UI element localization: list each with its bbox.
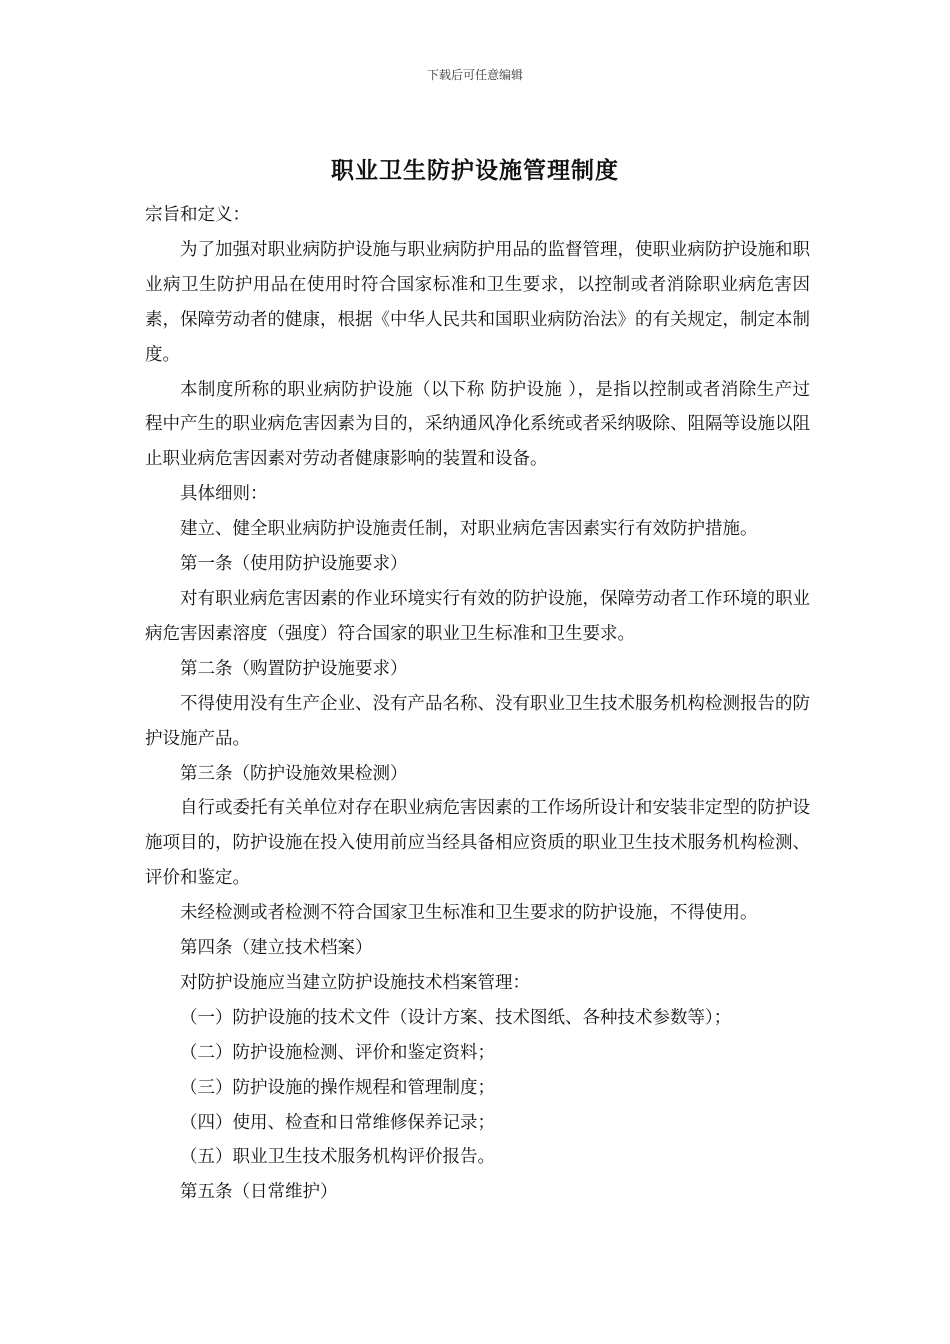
article-4-item-5: （五）职业卫生技术服务机构评价报告。 [180, 1147, 495, 1168]
document-body [145, 198, 810, 1210]
article-3-body-2: 未经检测或者检测不符合国家卫生标准和卫生要求的防护设施，不得使用。 [180, 903, 758, 924]
paragraph-rules-heading: 具体细则： [180, 484, 268, 505]
article-4-item-3: （三）防护设施的操作规程和管理制度； [180, 1077, 495, 1098]
article-4-item-1: （一）防护设施的技术文件（设计方案、技术图纸、各种技术参数等）； [180, 1007, 732, 1028]
paragraph-responsibility: 建立、健全职业病防护设施责任制，对职业病危害因素实行有效防护措施。 [180, 519, 758, 540]
article-1-heading: 第一条（使用防护设施要求） [180, 554, 408, 575]
article-2-body: 不得使用没有生产企业、没有产品名称、没有职业卫生技术服务机构检测报告的防护设施产品。 [145, 693, 810, 749]
document-title: 职业卫生防护设施管理制度 [331, 158, 619, 184]
article-4-heading: 第四条（建立技术档案） [180, 938, 373, 959]
article-3-body: 自行或委托有关单位对存在职业病危害因素的工作场所设计和安装非定型的防护设施项目的，防护设施在投入使用前应当经具备相应资质的职业卫生技术服务机构检测、评价和鉴定。 [145, 798, 810, 889]
article-4-body: 对防护设施应当建立防护设施技术档案管理： [180, 972, 530, 993]
article-3-heading: 第三条（防护设施效果检测） [180, 763, 408, 784]
paragraph-definition: 本制度所称的职业病防护设施（以下称 防护设施 ），是指以控制或者消除生产过程中产生的职业病危害因素为目的，采纳通风净化系统或者采纳吸除、阻隔等设施以阻止职业病危害因素对劳动者健康影响的装置和设备。 [145, 379, 810, 470]
paragraph-purpose-heading: 宗旨和定义： [145, 205, 250, 225]
article-4-item-2: （二）防护设施检测、评价和鉴定资料； [180, 1042, 495, 1063]
article-1-body: 对有职业病危害因素的作业环境实行有效的防护设施，保障劳动者工作环境的职业病危害因素溶度（强度）符合国家的职业卫生标准和卫生要求。 [145, 588, 810, 644]
page-header: 下载后可任意编辑 [426, 68, 523, 82]
paragraph-purpose: 为了加强对职业病防护设施与职业病防护用品的监督管理，使职业病防护设施和职业病卫生防护用品在使用时符合国家标准和卫生要求，以控制或者消除职业病危害因素，保障劳动者的健康，根据《中华人民共和国职业病防治法》的有关规定，制定本制度。 [145, 239, 810, 365]
article-2-heading: 第二条（购置防护设施要求） [180, 658, 408, 679]
article-4-item-4: （四）使用、检查和日常维修保养记录； [180, 1112, 495, 1133]
article-5-heading: 第五条（日常维护） [180, 1182, 338, 1203]
